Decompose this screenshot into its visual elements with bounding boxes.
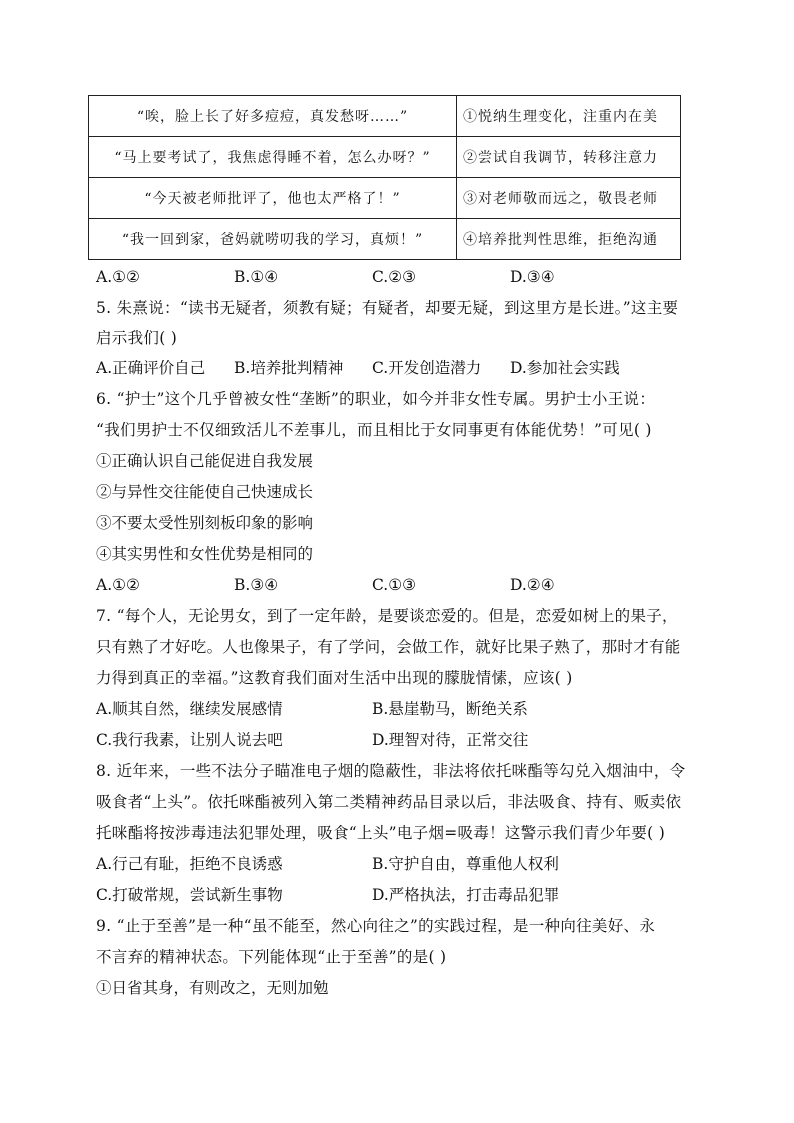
q4-option-b[interactable]: B.①④ — [234, 268, 279, 286]
q8-stem-line: 托咪酯将按涉毒违法犯罪处理，吸食“上头”电子烟=吸毒！这警示我们青少年要( ) — [96, 824, 666, 842]
q8-stem-line: 吸食者“上头”。依托咪酯被列入第二类精神药品目录以后，非法吸食、持有、贩卖依 — [96, 793, 682, 811]
q8-option-b[interactable]: B.守护自由，尊重他人权利 — [372, 855, 559, 873]
q5-stem-line: 5. 朱熹说：“读书无疑者，须教有疑；有疑者，却要无疑，到这里方是长进。”这主要 — [96, 299, 679, 317]
q6-item: ①正确认识自己能促进自我发展 — [96, 452, 314, 470]
q7-option-b[interactable]: B.悬崖勒马，断绝关系 — [372, 700, 528, 718]
q5-option-c[interactable]: C.开发创造潜力 — [372, 359, 482, 377]
table-response-cell: ③对老师敬而远之，敬畏老师 — [457, 178, 681, 219]
q9-item: ①日省其身，有则改之，无则加勉 — [96, 979, 329, 997]
q4-option-c[interactable]: C.②③ — [372, 268, 417, 286]
q5-option-a[interactable]: A.正确评价自己 — [96, 359, 206, 377]
q6-option-c[interactable]: C.①③ — [372, 576, 417, 594]
table-row — [89, 178, 681, 219]
q9-stem-line: 9. “止于至善”是一种“虽不能至，然心向往之”的实践过程，是一种向往美好、永 — [96, 917, 656, 935]
q6-option-b[interactable]: B.③④ — [234, 576, 279, 594]
table-row — [89, 96, 681, 137]
q4-option-a[interactable]: A.①② — [96, 268, 140, 286]
q5-option-b[interactable]: B.培养批判精神 — [234, 359, 344, 377]
table-quote-cell: “马上要考试了，我焦虑得睡不着，怎么办呀？” — [89, 137, 457, 178]
q6-item: ②与异性交往能使自己快速成长 — [96, 483, 314, 501]
table-response-cell: ②尝试自我调节，转移注意力 — [457, 137, 681, 178]
q7-option-c[interactable]: C.我行我素，让别人说去吧 — [96, 731, 283, 749]
table-row — [89, 219, 681, 260]
q6-stem-line: “我们男护士不仅细致活儿不差事儿，而且相比于女同事更有体能优势！”可见( ) — [96, 421, 652, 439]
q7-option-d[interactable]: D.理智对待，正常交往 — [372, 731, 529, 749]
q4-option-d[interactable]: D.③④ — [510, 268, 555, 286]
q5-option-d[interactable]: D.参加社会实践 — [510, 359, 620, 377]
q8-option-c[interactable]: C.打破常规，尝试新生事物 — [96, 886, 283, 904]
q7-stem-line: 力得到真正的幸福。”这教育我们面对生活中出现的朦胧情愫，应该( ) — [96, 669, 573, 687]
q7-stem-line: 7. “每个人，无论男女，到了一定年龄，是要谈恋爱的。但是，恋爱如树上的果子， — [96, 607, 678, 625]
q6-option-d[interactable]: D.②④ — [510, 576, 555, 594]
q7-stem-line: 只有熟了才好吃。人也像果子，有了学问，会做工作，就好比果子熟了，那时才有能 — [96, 638, 681, 656]
q6-item: ④其实男性和女性优势是相同的 — [96, 545, 314, 563]
matching-table — [88, 95, 681, 260]
table-quote-cell: “我一回到家，爸妈就唠叨我的学习，真烦！” — [89, 219, 457, 260]
q7-option-a[interactable]: A.顺其自然，继续发展感情 — [96, 700, 283, 718]
q8-option-a[interactable]: A.行己有耻，拒绝不良诱惑 — [96, 855, 283, 873]
q6-stem-line: 6. “护士”这个几乎曾被女性“垄断”的职业，如今并非女性专属。男护士小王说： — [96, 390, 656, 408]
q9-stem-line: 不言弃的精神状态。下列能体现“止于至善”的是( ) — [96, 948, 447, 966]
table-row — [89, 137, 681, 178]
table-response-cell: ①悦纳生理变化，注重内在美 — [457, 96, 681, 137]
q8-option-d[interactable]: D.严格执法，打击毒品犯罪 — [372, 886, 560, 904]
table-quote-cell: “今天被老师批评了，他也太严格了！” — [89, 178, 457, 219]
q6-option-a[interactable]: A.①② — [96, 576, 140, 594]
q5-stem-line: 启示我们( ) — [96, 329, 178, 347]
table-quote-cell: “唉，脸上长了好多痘痘，真发愁呀……” — [89, 96, 457, 137]
q8-stem-line: 8. 近年来，一些不法分子瞄准电子烟的隐蔽性，非法将依托咪酯等勾兑入烟油中，令 — [96, 762, 686, 780]
table-response-cell: ④培养批判性思维，拒绝沟通 — [457, 219, 681, 260]
q6-item: ③不要太受性别刻板印象的影响 — [96, 514, 314, 532]
